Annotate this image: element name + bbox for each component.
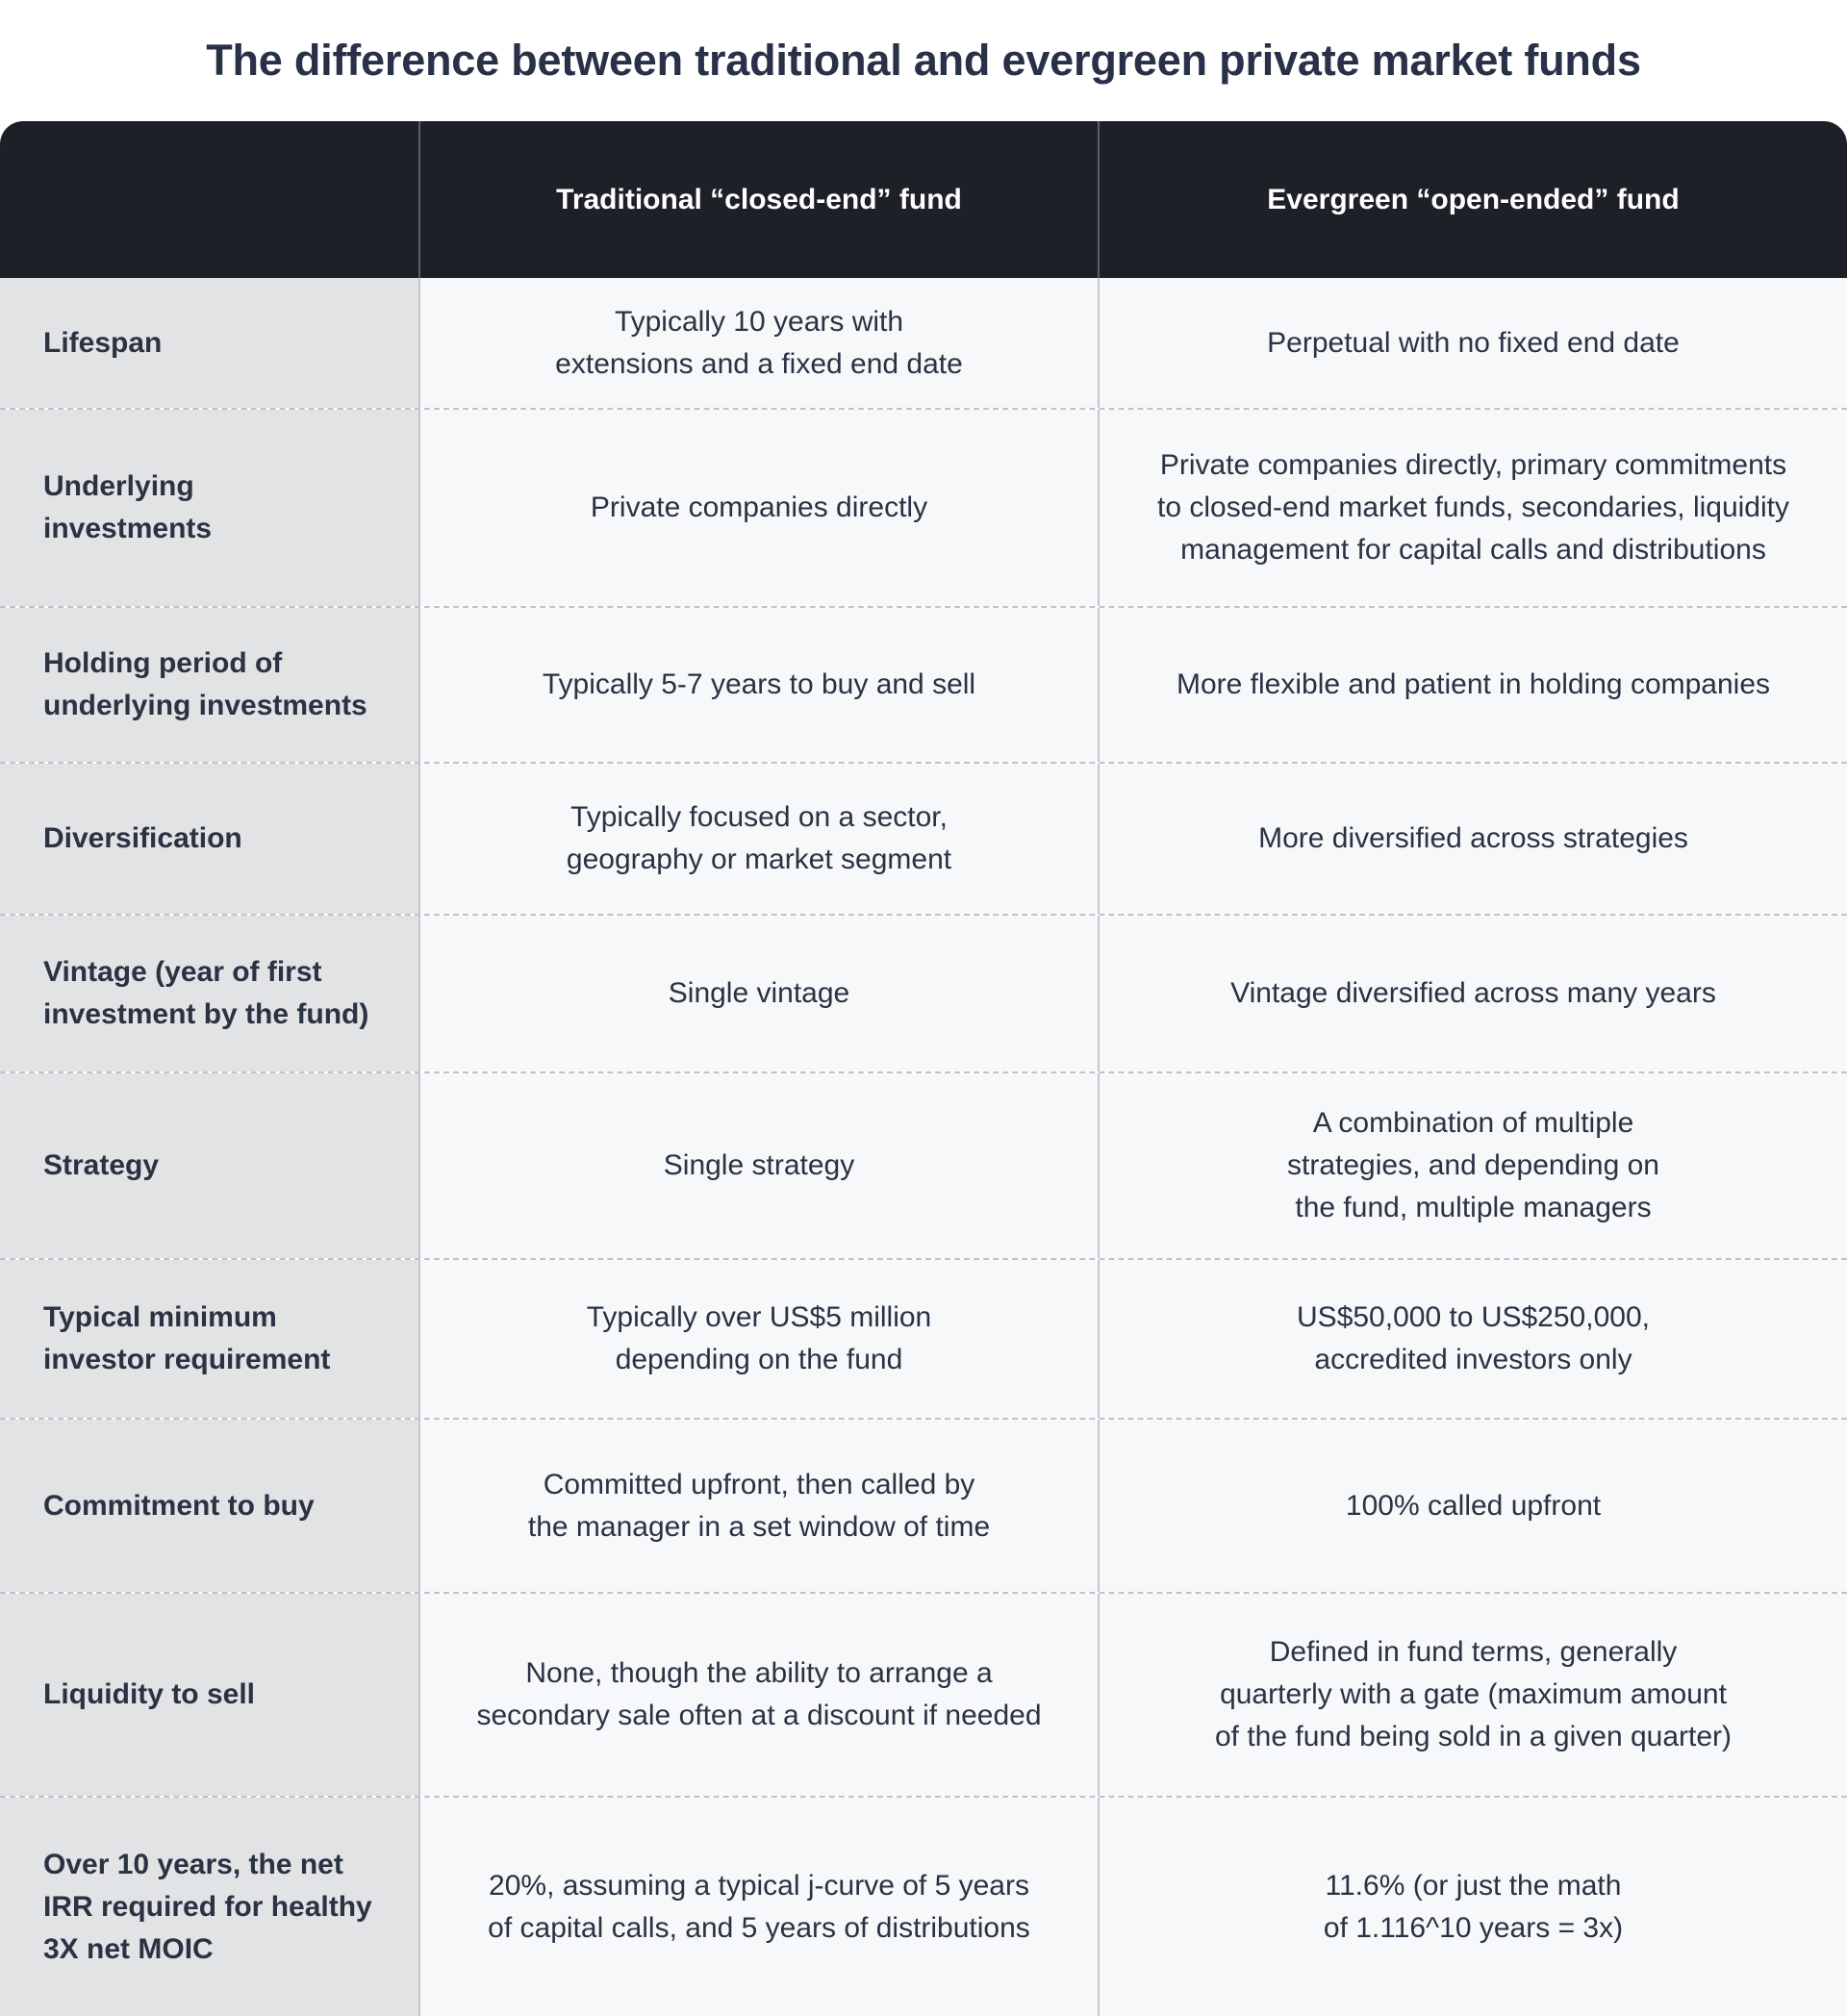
header-empty-cell — [0, 121, 420, 278]
traditional-value: Typically over US$5 million depending on the fund — [420, 1260, 1100, 1418]
table-row — [0, 608, 1847, 764]
row-label: Commitment to buy — [0, 1420, 420, 1592]
evergreen-value: Vintage diversified across many years — [1100, 916, 1847, 1071]
evergreen-value: A combination of multiple strategies, and depending on the fund, multiple managers — [1100, 1073, 1847, 1258]
traditional-value: Single strategy — [420, 1073, 1100, 1258]
traditional-value: Typically 10 years with extensions and a fixed end date — [420, 278, 1100, 408]
table-row — [0, 916, 1847, 1073]
evergreen-value: More diversified across strategies — [1100, 764, 1847, 914]
traditional-value: None, though the ability to arrange a secondary sale often at a discount if needed — [420, 1594, 1100, 1796]
row-label: Diversification — [0, 764, 420, 914]
row-label: Underlying investments — [0, 410, 420, 606]
evergreen-value: 11.6% (or just the math of 1.116^10 years = 3x) — [1100, 1798, 1847, 2016]
row-label: Lifespan — [0, 278, 420, 408]
traditional-value: Single vintage — [420, 916, 1100, 1071]
row-label: Liquidity to sell — [0, 1594, 420, 1796]
page-title: The difference between traditional and evergreen private market funds — [206, 36, 1641, 85]
evergreen-value: Perpetual with no fixed end date — [1100, 278, 1847, 408]
traditional-value: Private companies directly — [420, 410, 1100, 606]
table-row — [0, 1260, 1847, 1420]
evergreen-value: 100% called upfront — [1100, 1420, 1847, 1592]
traditional-value: Typically 5-7 years to buy and sell — [420, 608, 1100, 762]
row-label: Holding period of underlying investments — [0, 608, 420, 762]
table-row — [0, 1798, 1847, 2016]
evergreen-value: Defined in fund terms, generally quarterly with a gate (maximum amount of the fund being sold in a given quarter) — [1100, 1594, 1847, 1796]
table-row — [0, 764, 1847, 916]
table-row — [0, 1420, 1847, 1594]
header-traditional-fund: Traditional “closed-end” fund — [420, 121, 1100, 278]
evergreen-value: US$50,000 to US$250,000, accredited investors only — [1100, 1260, 1847, 1418]
traditional-value: Typically focused on a sector, geography or market segment — [420, 764, 1100, 914]
table-row — [0, 1073, 1847, 1260]
table-header — [0, 121, 1847, 278]
table-row — [0, 278, 1847, 410]
table-row — [0, 410, 1847, 608]
header-evergreen-fund: Evergreen “open-ended” fund — [1267, 183, 1680, 215]
traditional-value: 20%, assuming a typical j-curve of 5 years of capital calls, and 5 years of distributions — [420, 1798, 1100, 2016]
row-label: Strategy — [0, 1073, 420, 1258]
evergreen-value: Private companies directly, primary commitments to closed-end market funds, secondaries, liquidity management for capital calls and distributions — [1100, 410, 1847, 606]
traditional-value: Committed upfront, then called by the manager in a set window of time — [420, 1420, 1100, 1592]
comparison-table — [0, 121, 1847, 2016]
row-label: Vintage (year of first investment by the fund) — [0, 916, 420, 1071]
table-row — [0, 1594, 1847, 1798]
row-label: Over 10 years, the net IRR required for healthy 3X net MOIC — [0, 1798, 420, 2016]
evergreen-value: More flexible and patient in holding companies — [1100, 608, 1847, 762]
row-label: Typical minimum investor requirement — [0, 1260, 420, 1418]
